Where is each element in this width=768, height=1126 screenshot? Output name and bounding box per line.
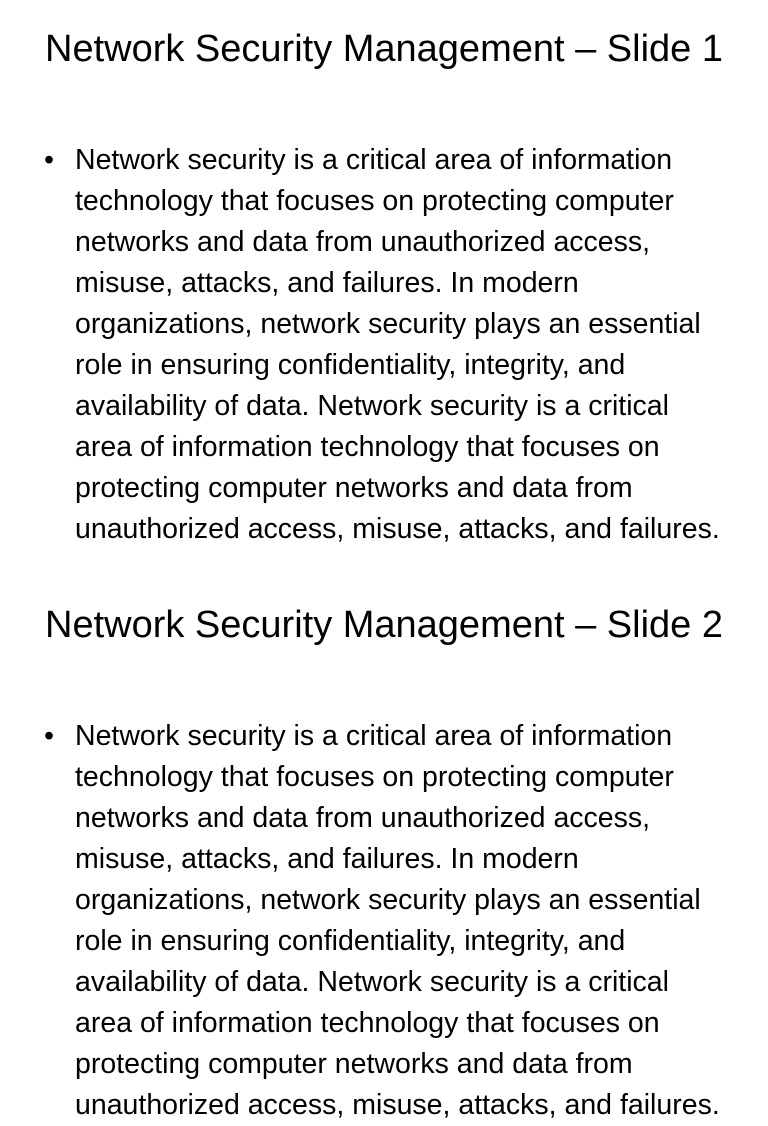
bullet-text: Network security is a critical area of information technology that focuses on protecting computer networks and data from unauthorized access, misuse, attacks, and failures. In modern organizations, network security plays an essential role in ensuring confidentiality, integrity, and availability of data. Network security is a critical area of information technology that focuses on protecting computer networks and data from unauthorized access, misuse, attacks, and failures. xyxy=(75,720,720,1121)
slide-2 xyxy=(0,576,768,1121)
slide-body xyxy=(40,716,720,1126)
slide-title: Network Security Management – Slide 1 xyxy=(45,28,723,70)
slide-body xyxy=(40,140,720,550)
slide-title: Network Security Management – Slide 2 xyxy=(45,604,723,646)
bullet-item xyxy=(40,140,720,550)
bullet-icon: • xyxy=(44,144,54,176)
bullet-text: Network security is a critical area of information technology that focuses on protecting computer networks and data from unauthorized access, misuse, attacks, and failures. In modern organizations, network security plays an essential role in ensuring confidentiality, integrity, and availability of data. Network security is a critical area of information technology that focuses on protecting computer networks and data from unauthorized access, misuse, attacks, and failures. xyxy=(75,144,720,545)
bullet-item xyxy=(40,716,720,1126)
bullet-icon: • xyxy=(44,720,54,752)
